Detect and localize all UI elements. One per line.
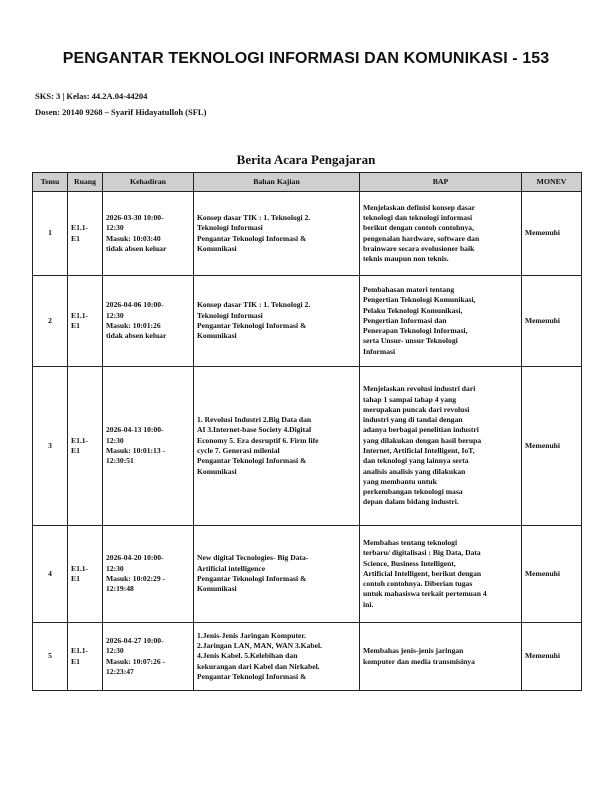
cell-monev: Memenuhi <box>522 367 582 526</box>
cell-temu: 2 <box>33 276 68 367</box>
header-ruang: Ruang <box>68 173 103 192</box>
cell-bap: Menjelaskan revolusi industri dari tahap 1 sampai tahap 4 yang merupakan puncak dari revolusi industri yang di tandai dengan adanya berbagai penelitian industri yang dilakukan dengan hasil berupa Internet, Artificial Intelligent, IoT, dan teknologi yang lainnya serta analisis analisis yang dilakukan yang membantu untuk perkembangan teknologi masa depan dalam bidang industri. <box>360 367 522 526</box>
header-bahan-kajian: Bahan Kajian <box>194 173 360 192</box>
cell-temu: 3 <box>33 367 68 526</box>
header-temu: Temu <box>33 173 68 192</box>
cell-ruang: E1.1- E1 <box>68 623 103 691</box>
table-row <box>33 526 582 623</box>
table-row <box>33 192 582 276</box>
cell-bahan-kajian: 1.Jenis-Jenis Jaringan Komputer. 2.Jaringan LAN, MAN, WAN 3.Kabel. 4.Jenis Kabel. 5.Kelebihan dan kekurangan dari Kabel dan Nirkabel. Pengantar Teknologi Informasi & <box>194 623 360 691</box>
cell-bahan-kajian: 1. Revolusi Industri 2.Big Data dan AI 3.Internet-base Society 4.Digital Economy 5. Era desruptif 6. Firm life cycle 7. Generasi milenial Pengantar Teknologi Informasi & Komunikasi <box>194 367 360 526</box>
header-kehadiran: Kehadiran <box>103 173 194 192</box>
teaching-report-table <box>32 172 582 691</box>
cell-temu: 4 <box>33 526 68 623</box>
cell-kehadiran: 2026-04-20 10:00- 12:30 Masuk: 10:02:29 - 12:19:48 <box>103 526 194 623</box>
cell-ruang: E1.1- E1 <box>68 367 103 526</box>
cell-ruang: E1.1- E1 <box>68 526 103 623</box>
table-row <box>33 367 582 526</box>
cell-ruang: E1.1- E1 <box>68 192 103 276</box>
cell-kehadiran: 2026-03-30 10:00- 12:30 Masuk: 10:03:40 tidak absen keluar <box>103 192 194 276</box>
course-meta: SKS: 3 | Kelas: 44.2A.04-44204 <box>35 91 148 101</box>
cell-ruang: E1.1- E1 <box>68 276 103 367</box>
cell-kehadiran: 2026-04-13 10:00- 12:30 Masuk: 10:01:13 - 12:30:51 <box>103 367 194 526</box>
header-monev: MONEV <box>522 173 582 192</box>
table-row <box>33 623 582 691</box>
cell-monev: Memenuhi <box>522 623 582 691</box>
cell-bap: Membahas jenis-jenis jaringan komputer dan media transmisinya <box>360 623 522 691</box>
cell-bap: Membahas tentang teknologi terbaru/ digitalisasi : Big Data, Data Science, Business Intelligent, Artificial Intelligent, berikut dengan contoh contohnya. Diberian tugas untuk mahasiswa terkait pertemuan 4 ini. <box>360 526 522 623</box>
table-row <box>33 276 582 367</box>
cell-bap: Menjelaskan definisi konsep dasar teknologi dan teknologi informasi berikut dengan contoh contohnya, pengenalan hardware, software dan brainware secara evolusioner baik teknis maupun non teknis. <box>360 192 522 276</box>
table-header-row <box>33 173 582 192</box>
document-title: PENGANTAR TEKNOLOGI INFORMASI DAN KOMUNIKASI - 153 <box>62 50 550 67</box>
cell-kehadiran: 2026-04-27 10:00- 12:30 Masuk: 10:07:26 - 12:23:47 <box>103 623 194 691</box>
cell-temu: 1 <box>33 192 68 276</box>
cell-temu: 5 <box>33 623 68 691</box>
cell-monev: Memenuhi <box>522 192 582 276</box>
cell-bahan-kajian: New digital Tecnologies- Big Data- Artificial intelligence Pengantar Teknologi Informasi & Komunikasi <box>194 526 360 623</box>
cell-bahan-kajian: Konsep dasar TIK : 1. Teknologi 2. Teknologi Informasi Pengantar Teknologi Informasi & Komunikasi <box>194 192 360 276</box>
cell-bap: Pembahasan materi tentang Pengertian Teknologi Komunikasi, Pelaku Teknologi Komunikasi, Pengertian Informasi dan Penerapan Teknologi Informasi, serta Unsur- unsur Teknologi Informasi <box>360 276 522 367</box>
header-bap: BAP <box>360 173 522 192</box>
cell-bahan-kajian: Konsep dasar TIK : 1. Teknologi 2. Teknologi Informasi Pengantar Teknologi Informasi & Komunikasi <box>194 276 360 367</box>
table-title: Berita Acara Pengajaran <box>236 152 376 167</box>
lecturer-meta: Dosen: 20140 9268 – Syarif Hidayatulloh (SFL) <box>35 107 207 117</box>
cell-monev: Memenuhi <box>522 526 582 623</box>
cell-monev: Memenuhi <box>522 276 582 367</box>
cell-kehadiran: 2026-04-06 10:00- 12:30 Masuk: 10:01:26 tidak absen keluar <box>103 276 194 367</box>
